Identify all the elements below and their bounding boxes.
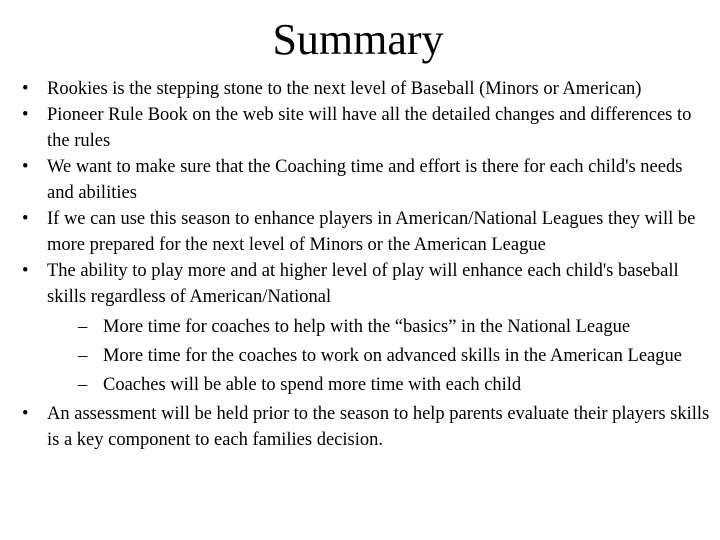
sub-bullet-item: [47, 372, 712, 398]
bullet-dot-icon: •: [22, 261, 29, 281]
sub-bullet-text: Coaches will be able to spend more time with each child: [103, 375, 522, 395]
bullet-text: We want to make sure that the Coaching time and effort is there for each child's needs and abilities: [47, 157, 683, 203]
bullet-dot-icon: •: [22, 105, 29, 125]
bullet-dot-icon: •: [22, 209, 29, 229]
dash-icon: –: [78, 375, 88, 395]
slide-title: Summary: [272, 15, 444, 64]
bullet-dot-icon: •: [22, 79, 29, 99]
bullet-item: [22, 102, 712, 154]
bullet-item: [22, 76, 712, 102]
sub-bullet-text: More time for the coaches to work on advanced skills in the American League: [103, 346, 682, 366]
bullet-item: [22, 258, 712, 398]
bullet-dot-icon: •: [22, 157, 29, 177]
slide-body: [22, 76, 712, 453]
bullet-text: Rookies is the stepping stone to the next level of Baseball (Minors or American): [47, 79, 642, 99]
bullet-dot-icon: •: [22, 404, 29, 424]
bullet-item: [22, 154, 712, 206]
bullet-text: If we can use this season to enhance players in American/National Leagues they will be more prepared for the next level of Minors or the American League: [47, 209, 696, 255]
sub-bullet-list: [47, 314, 712, 398]
sub-bullet-item: [47, 343, 712, 369]
bullet-text: The ability to play more and at higher level of play will enhance each child's baseball skills regardless of American/National: [47, 261, 679, 307]
bullet-list: [22, 76, 712, 453]
bullet-text: An assessment will be held prior to the season to help parents evaluate their players skills is a key component to each families decision.: [47, 404, 710, 450]
sub-bullet-item: [47, 314, 712, 340]
dash-icon: –: [78, 346, 88, 366]
sub-bullet-text: More time for coaches to help with the “basics” in the National League: [103, 317, 631, 337]
bullet-item: [22, 206, 712, 258]
bullet-text: Pioneer Rule Book on the web site will have all the detailed changes and differences to the rules: [47, 105, 692, 151]
dash-icon: –: [78, 317, 88, 337]
bullet-item: [22, 401, 712, 453]
